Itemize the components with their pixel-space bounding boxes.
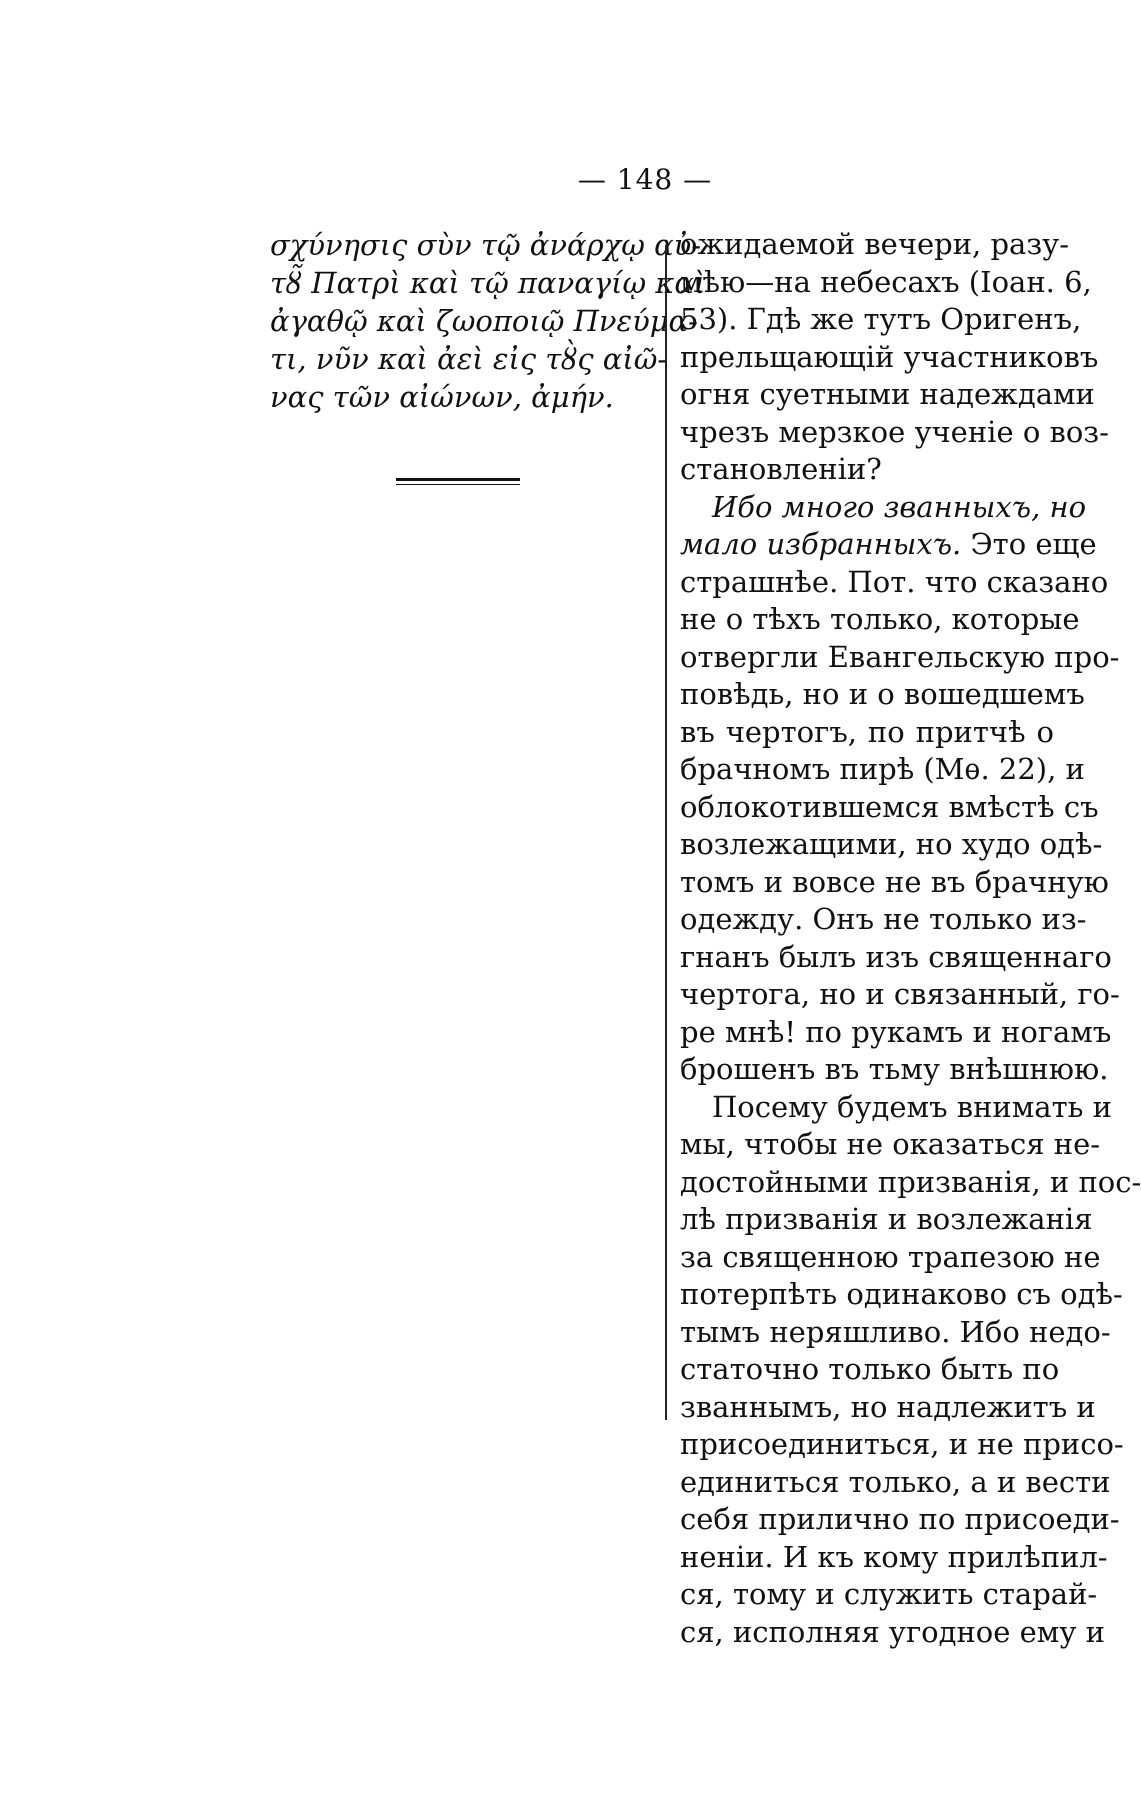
- text-line: потерпѣть одинаково съ одѣ-: [680, 1277, 1123, 1311]
- italic-quote: Ибо много званныхъ,: [712, 489, 1041, 524]
- text-line-italic: [680, 489, 1087, 527]
- text-line: чертога, но и связанный, го-: [680, 977, 1120, 1011]
- text-line: повѣдь, но и о вошедшемъ: [680, 677, 1085, 711]
- text-line: 53). Гдѣ же тутъ Оригенъ,: [680, 302, 1082, 336]
- text-line: Посему будемъ внимать и: [712, 1089, 1112, 1124]
- text-line: ся, исполняя угодное ему и: [680, 1614, 1105, 1649]
- text-line: ожидаемой вечери, разу-: [680, 227, 1070, 261]
- text-line: не о тѣхъ только, которые: [680, 602, 1080, 636]
- text-line: томъ и вовсе не въ брачную: [680, 864, 1109, 899]
- left-column: [270, 226, 706, 416]
- italic-quote: мало избранныхъ.: [680, 527, 962, 561]
- text-line: возлежащими, но худо одѣ-: [680, 827, 1103, 861]
- text-line: брошенъ въ тьму внѣшнюю.: [680, 1052, 1109, 1086]
- greek-line: νας τῶν αἰώνων, ἀμήν.: [270, 380, 614, 414]
- text-line: достойными призванія, и пос-: [680, 1164, 1141, 1199]
- text-line: за священною трапезою не: [680, 1239, 1101, 1274]
- text-line: ся, тому и служить старай-: [680, 1577, 1098, 1611]
- text-line: отвергли Евангельскую про-: [680, 639, 1120, 674]
- text-line: тымъ неряшливо. Ибо недо-: [680, 1314, 1111, 1349]
- text-line: огня суетными надеждами: [680, 377, 1095, 411]
- text-fragment: Это еще: [970, 527, 1097, 561]
- text-line: прельщающій участниковъ: [680, 339, 1099, 374]
- text-line: статочно только быть по: [680, 1352, 1060, 1386]
- text-line: облокотившемся вмѣстѣ съ: [680, 789, 1099, 824]
- text-line: присоединиться, и не присо-: [680, 1427, 1124, 1461]
- text-line: становленіи?: [680, 452, 882, 486]
- right-column: [680, 226, 1141, 1651]
- text-line: лѣ призванія и возлежанія: [680, 1202, 1093, 1236]
- text-line: страшнѣе. Пот. что сказано: [680, 564, 1109, 599]
- italic-quote: но: [1049, 489, 1087, 524]
- greek-line: τι, νῦν καὶ ἀεὶ εἰς τȣ̀ς αἰῶ-: [270, 342, 668, 376]
- greek-line: σχύνησις σὺν τῷ ἀνάρχῳ αὐ-: [270, 228, 702, 262]
- greek-line: τȣ̃ Πατρὶ καὶ τῷ παναγίῳ καὶ: [270, 266, 706, 300]
- text-line: одежду. Онъ не только из-: [680, 902, 1087, 936]
- text-line: званнымъ, но надлежитъ и: [680, 1389, 1096, 1424]
- text-line: мы, чтобы не оказаться не-: [680, 1127, 1101, 1161]
- text-line: себя прилично по присоеди-: [680, 1502, 1120, 1536]
- column-divider: [665, 245, 667, 1420]
- text-line: въ чертогъ, по притчѣ о: [680, 714, 1054, 749]
- section-end-rule: [396, 478, 520, 481]
- text-line-italic: [680, 526, 1097, 564]
- text-line: мѣю—на небесахъ (Іоан. 6,: [680, 264, 1092, 299]
- page-number: — 148 —: [577, 163, 713, 196]
- text-line: брачномъ пирѣ (Мѳ. 22), и: [680, 752, 1085, 786]
- text-line: неніи. И къ кому прилѣпил-: [680, 1539, 1108, 1574]
- text-line: гнанъ былъ изъ священнаго: [680, 939, 1112, 974]
- text-line: единиться только, а и вести: [680, 1464, 1111, 1499]
- greek-line: ἀγαθῷ καὶ ζωοποιῷ Πνεύμα-: [270, 304, 698, 338]
- text-line: ре мнѣ! по рукамъ и ногамъ: [680, 1014, 1112, 1049]
- text-line: чрезъ мерзкое ученіе о воз-: [680, 414, 1109, 449]
